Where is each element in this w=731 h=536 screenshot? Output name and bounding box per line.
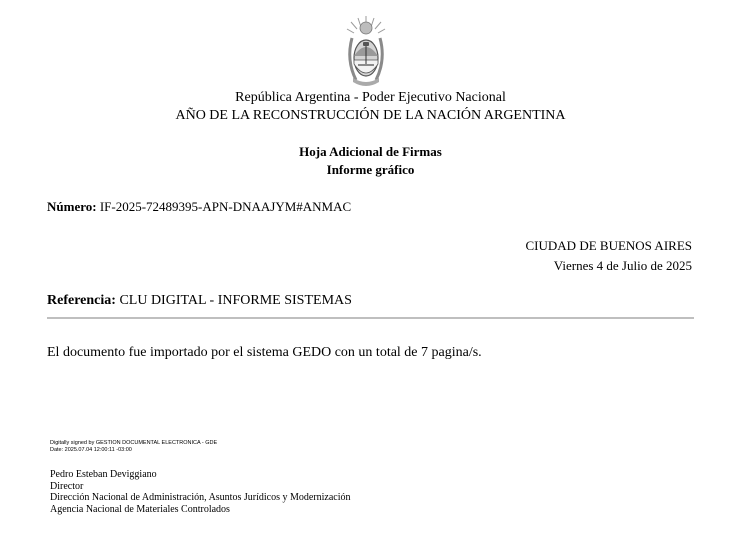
digital-signature-line-1: Digitally signed by GESTION DOCUMENTAL ELECTRONICA - GDE: [50, 440, 218, 446]
coat-of-arms-icon: [344, 14, 388, 90]
divider: [47, 317, 694, 319]
document-subtitle: Informe gráfico: [326, 162, 415, 177]
digital-signature-date: Date: 2025.07.04 12:00:11 -03:00: [50, 447, 132, 453]
document-title: Hoja Adicional de Firmas: [299, 144, 442, 159]
referencia-label: Referencia:: [47, 293, 116, 308]
signer-role: Director: [50, 481, 84, 492]
referencia-value: CLU DIGITAL - INFORME SISTEMAS: [119, 293, 352, 308]
signer-office: Dirección Nacional de Administración, Asuntos Jurídicos y Modernización: [50, 492, 351, 503]
referencia-row: [47, 293, 352, 309]
date: Viernes 4 de Julio de 2025: [553, 258, 692, 273]
signer-name: Pedro Esteban Deviggiano: [50, 469, 157, 480]
place: CIUDAD DE BUENOS AIRES: [525, 238, 692, 253]
numero-value: IF-2025-72489395-APN-DNAAJYM#ANMAC: [99, 199, 352, 214]
numero-row: [47, 199, 351, 215]
header-line-1: República Argentina - Poder Ejecutivo Nacional: [235, 90, 506, 105]
body-text: El documento fue importado por el sistema GEDO con un total de 7 pagina/s.: [47, 345, 482, 360]
numero-label: Número:: [47, 199, 97, 214]
header-line-2: AÑO DE LA RECONSTRUCCIÓN DE LA NACIÓN ARGENTINA: [175, 108, 566, 123]
signer-agency: Agencia Nacional de Materiales Controlados: [50, 504, 230, 515]
